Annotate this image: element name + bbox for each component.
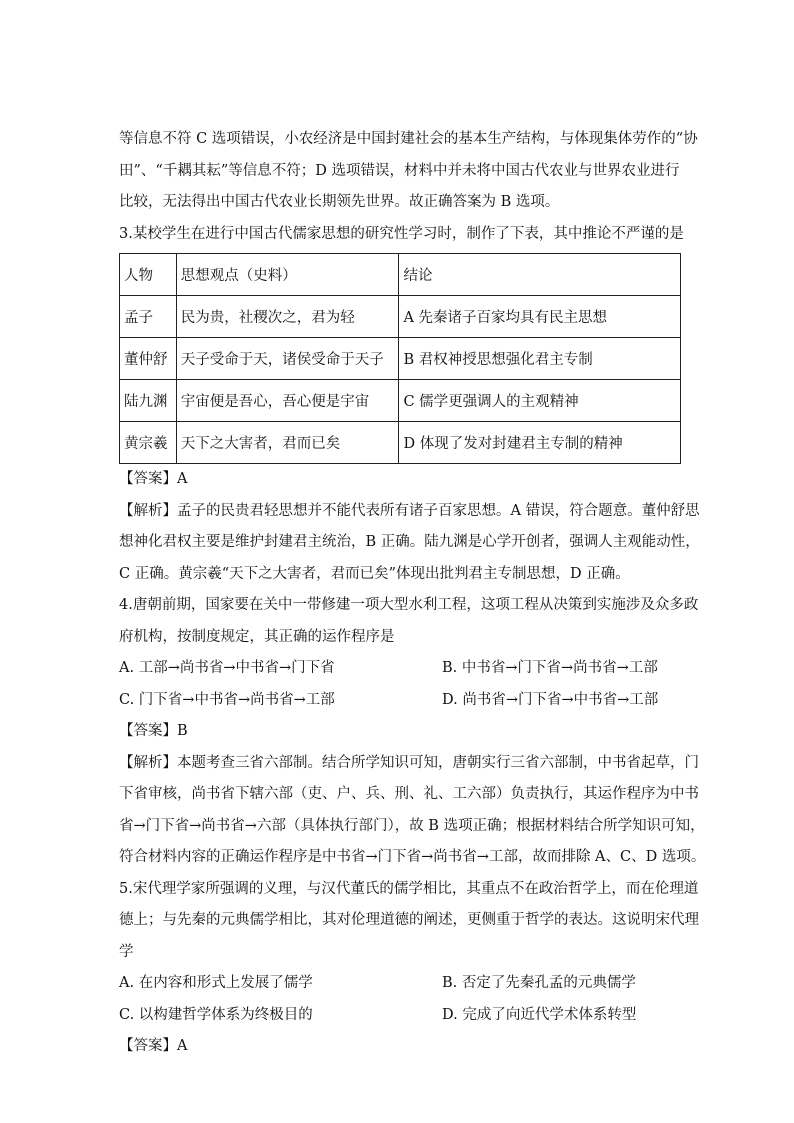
table-cell: 宇宙便是吾心，吾心便是宇宙: [176, 380, 399, 422]
table-header-row: [120, 254, 681, 296]
text-line: 比较，无法得出中国古代农业长期领先世界。故正确答案为 B 选项。: [119, 194, 560, 210]
q3-table: [119, 253, 681, 464]
analysis-line: C 正确。黄宗羲“天下之大害者，君而已矣”体现出批判君主专制思想，D 正确。: [119, 565, 630, 582]
analysis-line: 下省审核，尚书省下辖六部（吏、户、兵、刑、礼、工六部）负责执行，其运作程序为中书: [119, 786, 699, 802]
option-a: A. 在内容和形式上发展了儒学: [119, 975, 313, 991]
option-c: C. 门下省→中书省→尚书省→工部: [119, 691, 335, 708]
question-stem-line: 4.唐朝前期，国家要在关中一带修建一项大型水利工程，这项工程从决策到实施涉及众多政: [119, 597, 699, 613]
text-line: 等信息不符 C 选项错误，小农经济是中国封建社会的基本生产结构，与体现集体劳作的“协: [119, 131, 698, 147]
table-header-cell: 思想观点（史料）: [176, 254, 399, 296]
table-cell: B 君权神授思想强化君主专制: [399, 338, 681, 380]
text-line: 田”、“千耦其耘”等信息不符；D 选项错误，材料中并未将中国古代农业与世界农业进行: [119, 162, 680, 179]
question-stem-line: 德上；与先秦的元典儒学相比，其对伦理道德的阐述，更侧重于哲学的表达。这说明宋代理: [119, 912, 699, 928]
table-cell: 黄宗羲: [120, 422, 177, 464]
analysis-line: 想神化君权主要是维护封建君主统治，B 正确。陆九渊是心学开创者，强调人主观能动性，: [119, 534, 700, 550]
answer-line: 【答案】A: [119, 471, 188, 487]
table-cell: 孟子: [120, 296, 177, 338]
question-stem-line: 学: [119, 943, 134, 960]
table-cell: 董仲舒: [120, 338, 177, 380]
table-row: [120, 296, 681, 338]
q4-analysis: [119, 748, 706, 874]
table-header-cell: 人物: [120, 254, 177, 296]
question-stem-line: 府机构，按制度规定，其正确的运作程序是: [119, 628, 395, 645]
analysis-line: 省→门下省→尚书省→六部（具体执行部门），故 B 选项正确；根据材料结合所学知识可知，: [119, 817, 705, 834]
intro-paragraph: [119, 124, 698, 219]
table-cell: C 儒学更强调人的主观精神: [399, 380, 681, 422]
table-cell: A 先秦诸子百家均具有民主思想: [399, 296, 681, 338]
answer-line: 【答案】A: [119, 1038, 188, 1054]
table-cell: 天子受命于天，诸侯受命于天子: [176, 338, 399, 380]
option-b: B. 否定了先秦孔孟的元典儒学: [442, 975, 636, 991]
analysis-line: 【解析】本题考查三省六部制。结合所学知识可知，唐朝实行三省六部制，中书省起草，门: [119, 754, 699, 771]
table-row: [120, 422, 681, 464]
option-c: C. 以构建哲学体系为终极目的: [119, 1006, 313, 1023]
page-content: [119, 124, 706, 1063]
answer-line: 【答案】B: [119, 723, 188, 739]
q3-answer: [119, 464, 681, 496]
q5-answer: [119, 1031, 681, 1063]
q4-stem: [119, 590, 699, 653]
q3-stem: [119, 219, 684, 251]
analysis-line: 符合材料内容的正确运作程序是中书省→门下省→尚书省→工部，故而排除 A、C、D 选项。: [119, 849, 706, 865]
table-cell: 天下之大害者，君而已矣: [176, 422, 399, 464]
table-cell: D 体现了发对封建君主专制的精神: [399, 422, 681, 464]
table-cell: 陆九渊: [120, 380, 177, 422]
q5-stem: [119, 874, 699, 969]
table-row: [120, 338, 681, 380]
table-row: [120, 380, 681, 422]
question-stem-line: 5.宋代理学家所强调的义理，与汉代董氏的儒学相比，其重点不在政治哲学上，而在伦理道: [119, 880, 699, 897]
option-a: A. 工部→尚书省→中书省→门下省: [119, 660, 335, 676]
analysis-line: 【解析】孟子的民贵君轻思想并不能代表所有诸子百家思想。A 错误，符合题意。董仲舒思: [119, 502, 700, 519]
question-stem-line: 3.某校学生在进行中国古代儒家思想的研究性学习时，制作了下表，其中推论不严谨的是: [119, 225, 684, 242]
q4-options: [119, 653, 681, 716]
option-d: D. 尚书省→门下省→中书省→工部: [442, 691, 659, 708]
option-b: B. 中书省→门下省→尚书省→工部: [442, 660, 658, 676]
q5-options: [119, 968, 681, 1031]
q4-answer: [119, 716, 681, 748]
option-d: D. 完成了向近代学术体系转型: [442, 1006, 637, 1023]
q3-analysis: [119, 496, 700, 591]
table-header-cell: 结论: [399, 254, 681, 296]
table-cell: 民为贵，社稷次之，君为轻: [176, 296, 399, 338]
